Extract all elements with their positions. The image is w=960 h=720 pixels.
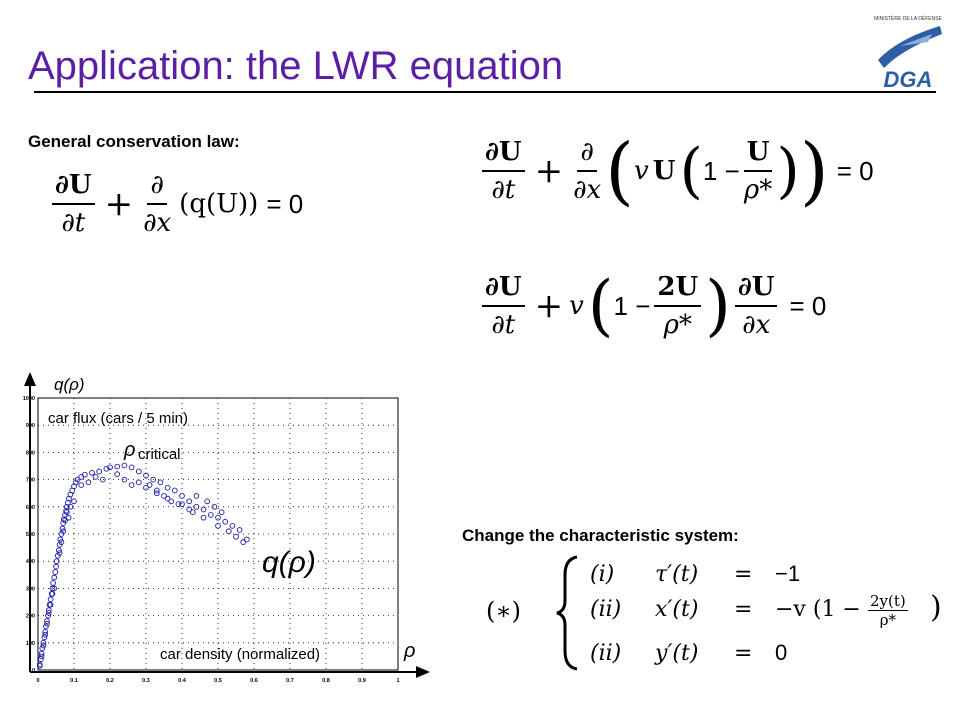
- y-tick-label: 500: [25, 532, 35, 538]
- data-point: [165, 485, 170, 490]
- dga-logo: [870, 12, 946, 92]
- x-tick-label: 0.8: [322, 678, 330, 684]
- data-point: [226, 529, 231, 534]
- data-point: [230, 523, 235, 528]
- critical-annotation-sub: critical: [138, 446, 181, 463]
- system-row-2: (ii) x′(t) = −v (1 −: [590, 597, 861, 622]
- x-tick-label: 0.4: [178, 678, 186, 684]
- y-tick-label: 300: [25, 586, 35, 593]
- data-point: [158, 480, 163, 485]
- lwr-equation-1: $\frac{\partial U}{\partial t}$ + $\frac{\partial}{\partial x}$ ( v U ( 1 − $\frac{U}{\rho*}$ ) ) = 0: [478, 134, 874, 208]
- data-point: [194, 494, 199, 499]
- data-point: [147, 483, 152, 488]
- system-row-3: (ii) y′(t) = 0: [590, 640, 788, 666]
- characteristic-heading: Change the characteristic system:: [462, 526, 739, 545]
- y-axis-arrow: [24, 372, 36, 386]
- system-close-paren: ): [930, 590, 942, 625]
- x-tick-label: 0.6: [250, 678, 258, 684]
- conservation-equation: $\frac{\partial U}{\partial t}$ + $\frac{\partial}{\partial x}$ (q(U)) = 0: [48, 170, 303, 238]
- data-point: [201, 507, 206, 512]
- data-point: [169, 499, 174, 504]
- logo-dga-text: DGA: [883, 67, 933, 92]
- logo-ministry-text: MINISTÈRE DE LA DÉFENSE: [874, 16, 942, 22]
- system-frac: [868, 592, 908, 629]
- data-point: [129, 465, 134, 470]
- data-point: [219, 510, 224, 515]
- data-point: [82, 472, 87, 477]
- y-tick-label: 800: [25, 450, 35, 457]
- x-tick-label: 1: [396, 678, 400, 684]
- y-tick-label: 900: [25, 423, 35, 430]
- data-point: [90, 470, 95, 475]
- x-tick-label: 0.9: [358, 678, 366, 684]
- x-axis-arrow: [416, 666, 430, 678]
- x-axis-symbol: ρ: [404, 640, 416, 662]
- data-point: [115, 464, 120, 469]
- x-axis-label: car density (normalized): [160, 646, 321, 663]
- data-point: [208, 513, 213, 518]
- data-point: [216, 523, 221, 528]
- data-point: [237, 528, 242, 533]
- data-point: [51, 581, 56, 586]
- y-tick-label: 600: [25, 504, 35, 511]
- system-frac-den: ρ*: [879, 611, 897, 629]
- data-point: [216, 515, 221, 520]
- data-point: [172, 488, 177, 493]
- y-tick-label: 100: [25, 640, 35, 647]
- system-row-1: (i) τ′(t) = −1: [590, 561, 801, 587]
- data-point: [201, 515, 206, 520]
- x-tick-label: 0.1: [70, 678, 78, 684]
- data-point: [176, 502, 181, 507]
- data-point: [79, 483, 84, 488]
- y-tick-label: 400: [25, 559, 35, 566]
- y-tick-label: 1000: [22, 396, 35, 402]
- data-point: [136, 480, 141, 485]
- data-point: [162, 494, 167, 499]
- data-point: [93, 474, 98, 479]
- lwr-equation-2: $\frac{\partial U}{\partial t}$ + v ( 1 − $\frac{2U}{\rho*}$ ) $\frac{\partial U}{\partial x}$ = 0: [478, 272, 826, 340]
- data-point: [48, 597, 53, 602]
- data-point: [212, 504, 217, 509]
- data-point: [100, 477, 105, 482]
- data-point: [187, 499, 192, 504]
- flux-density-chart: [0, 360, 450, 690]
- x-tick-label: 0.3: [142, 678, 150, 684]
- x-tick-label: 0.2: [106, 678, 114, 684]
- y-tick-label: 0: [31, 668, 35, 674]
- y-tick-label: 200: [25, 613, 35, 620]
- slide-title: Application: the LWR equation: [28, 44, 564, 88]
- data-point: [187, 507, 192, 512]
- title-underline: [34, 91, 936, 93]
- data-point: [52, 575, 57, 580]
- y-axis-symbol: q(ρ): [54, 375, 85, 394]
- conservation-heading: General conservation law:: [28, 132, 240, 151]
- system-brace: [555, 555, 581, 671]
- data-point: [234, 534, 239, 539]
- data-point: [223, 519, 228, 524]
- x-tick-label: 0.5: [214, 678, 222, 684]
- data-point: [86, 480, 91, 485]
- data-point: [53, 570, 58, 575]
- curve-label: q(ρ): [262, 546, 316, 579]
- data-point: [244, 537, 249, 542]
- y-tick-label: 700: [25, 477, 35, 484]
- system-frac-num: 2y(t): [870, 592, 906, 610]
- y-axis-label: car flux (cars / 5 min): [48, 410, 189, 427]
- critical-annotation-rho: ρ: [124, 439, 136, 461]
- data-point: [129, 483, 134, 488]
- data-point: [205, 499, 210, 504]
- x-tick-label: 0: [36, 678, 40, 684]
- data-point: [115, 472, 120, 477]
- data-point: [66, 515, 71, 520]
- data-point: [97, 469, 102, 474]
- system-label: (∗): [486, 597, 522, 625]
- x-tick-label: 0.7: [286, 678, 294, 684]
- data-point: [54, 564, 59, 569]
- data-point: [122, 477, 127, 482]
- data-point: [122, 463, 127, 468]
- data-point: [180, 494, 185, 499]
- data-point: [136, 469, 141, 474]
